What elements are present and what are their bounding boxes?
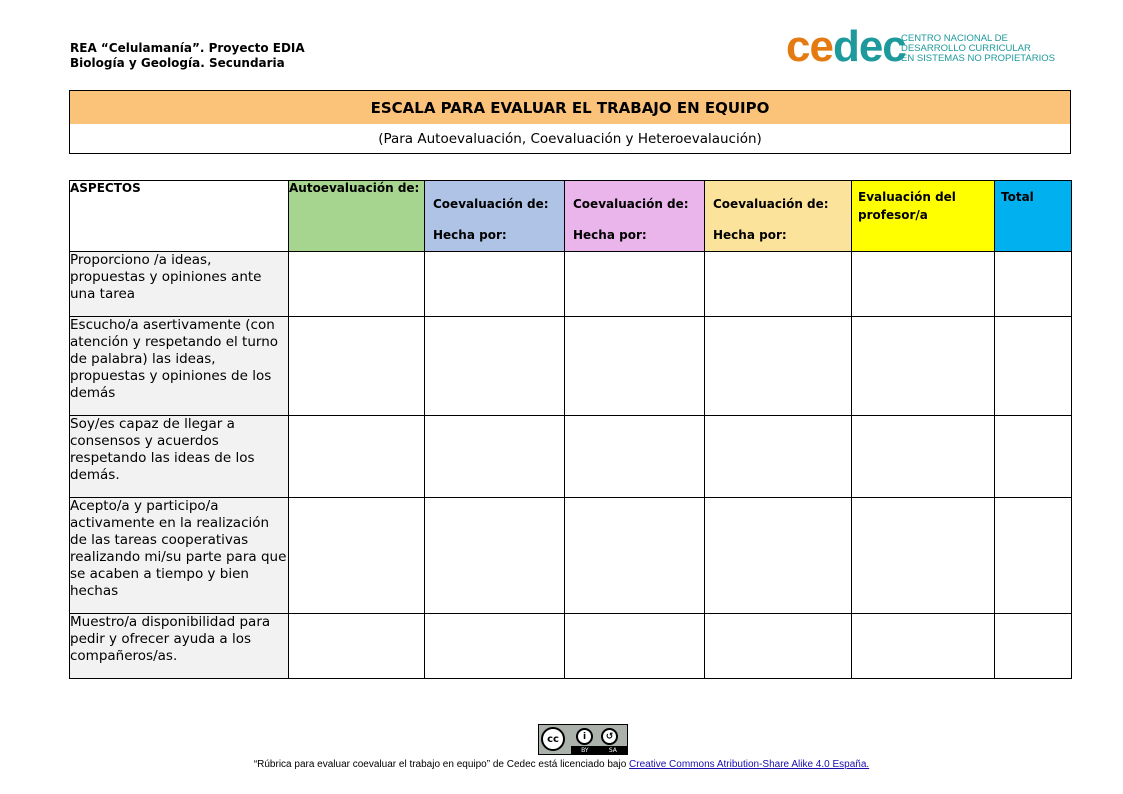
- header-coevaluacion-3: [705, 181, 852, 252]
- cc-license-badge[interactable]: [538, 724, 628, 755]
- score-cell[interactable]: [705, 416, 852, 498]
- document-title: ESCALA PARA EVALUAR EL TRABAJO EN EQUIPO: [70, 91, 1070, 124]
- badge-by-label: BY: [581, 747, 589, 754]
- license-footer: [0, 759, 1123, 770]
- score-cell[interactable]: [425, 252, 565, 317]
- hecha-label: Hecha por:: [713, 228, 787, 242]
- hecha-label: Hecha por:: [433, 228, 507, 242]
- header-evaluacion-profesor: [852, 181, 995, 252]
- score-cell[interactable]: [425, 416, 565, 498]
- document-subtitle: (Para Autoevaluación, Coevaluación y Heteroevalaución): [378, 130, 762, 147]
- aspect-cell: Proporciono /a ideas, propuestas y opiniones ante una tarea: [70, 252, 289, 317]
- aspect-cell: Soy/es capaz de llegar a consensos y acuerdos respetando las ideas de los demás.: [70, 416, 289, 498]
- badge-sa-label: SA: [608, 747, 617, 754]
- aspect-cell: Muestro/a disponibilidad para pedir y ofrecer ayuda a los compañeros/as.: [70, 614, 289, 679]
- aspect-cell: Acepto/a y participo/a activamente en la realización de las tareas cooperativas realizando mi/su parte para que se acaben a tiempo y bien hechas: [70, 498, 289, 614]
- table-header-row: [70, 181, 1072, 252]
- share-alike-icon: ↺: [601, 728, 618, 745]
- score-cell[interactable]: [705, 498, 852, 614]
- total-cell[interactable]: [995, 416, 1072, 498]
- score-cell[interactable]: [289, 317, 425, 416]
- score-cell[interactable]: [565, 317, 705, 416]
- total-cell[interactable]: [995, 614, 1072, 679]
- table-row: [70, 416, 1072, 498]
- logo-word-part2: dec: [832, 22, 906, 71]
- aspect-cell: Escucho/a asertivamente (con atención y respetando el turno de palabra) las ideas, propuestas y opiniones de los demás: [70, 317, 289, 416]
- license-link[interactable]: Creative Commons Atribution-Share Alike 4.0 España.: [629, 759, 870, 770]
- score-cell[interactable]: [289, 498, 425, 614]
- title-box: [69, 90, 1071, 154]
- score-cell[interactable]: [705, 614, 852, 679]
- header-coevaluacion-2: [565, 181, 705, 252]
- coe-label: Coevaluación de:: [433, 197, 549, 211]
- attribution-icon: i: [576, 728, 593, 745]
- score-cell[interactable]: [705, 317, 852, 416]
- score-cell[interactable]: [289, 416, 425, 498]
- header-autoevaluacion: [289, 181, 425, 252]
- score-cell[interactable]: [852, 416, 995, 498]
- hecha-label: Hecha por:: [573, 228, 647, 242]
- cc-icon: cc: [541, 727, 565, 751]
- score-cell[interactable]: [289, 614, 425, 679]
- coe-label: Coevaluación de:: [713, 197, 829, 211]
- logo-subtitle: [901, 34, 1055, 64]
- prof-label: Evaluación del profesor/a: [858, 190, 956, 222]
- score-cell[interactable]: [705, 252, 852, 317]
- header-total: [995, 181, 1072, 252]
- badge-labels: [571, 746, 627, 755]
- table-row: [70, 498, 1072, 614]
- score-cell[interactable]: [289, 252, 425, 317]
- score-cell[interactable]: [852, 614, 995, 679]
- score-cell[interactable]: [852, 252, 995, 317]
- table-row: [70, 614, 1072, 679]
- total-cell[interactable]: [995, 498, 1072, 614]
- header-aspectos: ASPECTOS: [70, 181, 289, 252]
- header-coevaluacion-1: [425, 181, 565, 252]
- score-cell[interactable]: [565, 614, 705, 679]
- header-auto-label: Autoevaluación de:: [289, 181, 420, 195]
- score-cell[interactable]: [425, 498, 565, 614]
- score-cell[interactable]: [565, 498, 705, 614]
- total-cell[interactable]: [995, 252, 1072, 317]
- score-cell[interactable]: [425, 614, 565, 679]
- document-header: [70, 41, 305, 71]
- logo-word-part1: ce: [786, 22, 833, 71]
- score-cell[interactable]: [852, 317, 995, 416]
- table-row: [70, 252, 1072, 317]
- total-cell[interactable]: [995, 317, 1072, 416]
- table-row: [70, 317, 1072, 416]
- header-subject-line: Biología y Geología. Secundaria: [70, 56, 285, 70]
- coe-label: Coevaluación de:: [573, 197, 689, 211]
- total-label: Total: [1001, 190, 1034, 204]
- logo-sub-line3: EN SISTEMAS NO PROPIETARIOS: [901, 53, 1055, 64]
- license-text: “Rúbrica para evaluar coevaluar el trabajo en equipo” de Cedec está licenciado bajo: [253, 759, 630, 770]
- cedec-wordmark: [786, 22, 906, 71]
- evaluation-table: [69, 180, 1072, 679]
- logo-sub-line2: DESARROLLO CURRICULAR: [901, 43, 1031, 54]
- score-cell[interactable]: [852, 498, 995, 614]
- score-cell[interactable]: [425, 317, 565, 416]
- score-cell[interactable]: [565, 252, 705, 317]
- header-project-line: REA “Celulamanía”. Proyecto EDIA: [70, 41, 305, 55]
- score-cell[interactable]: [565, 416, 705, 498]
- logo-sub-line1: CENTRO NACIONAL DE: [901, 33, 1008, 44]
